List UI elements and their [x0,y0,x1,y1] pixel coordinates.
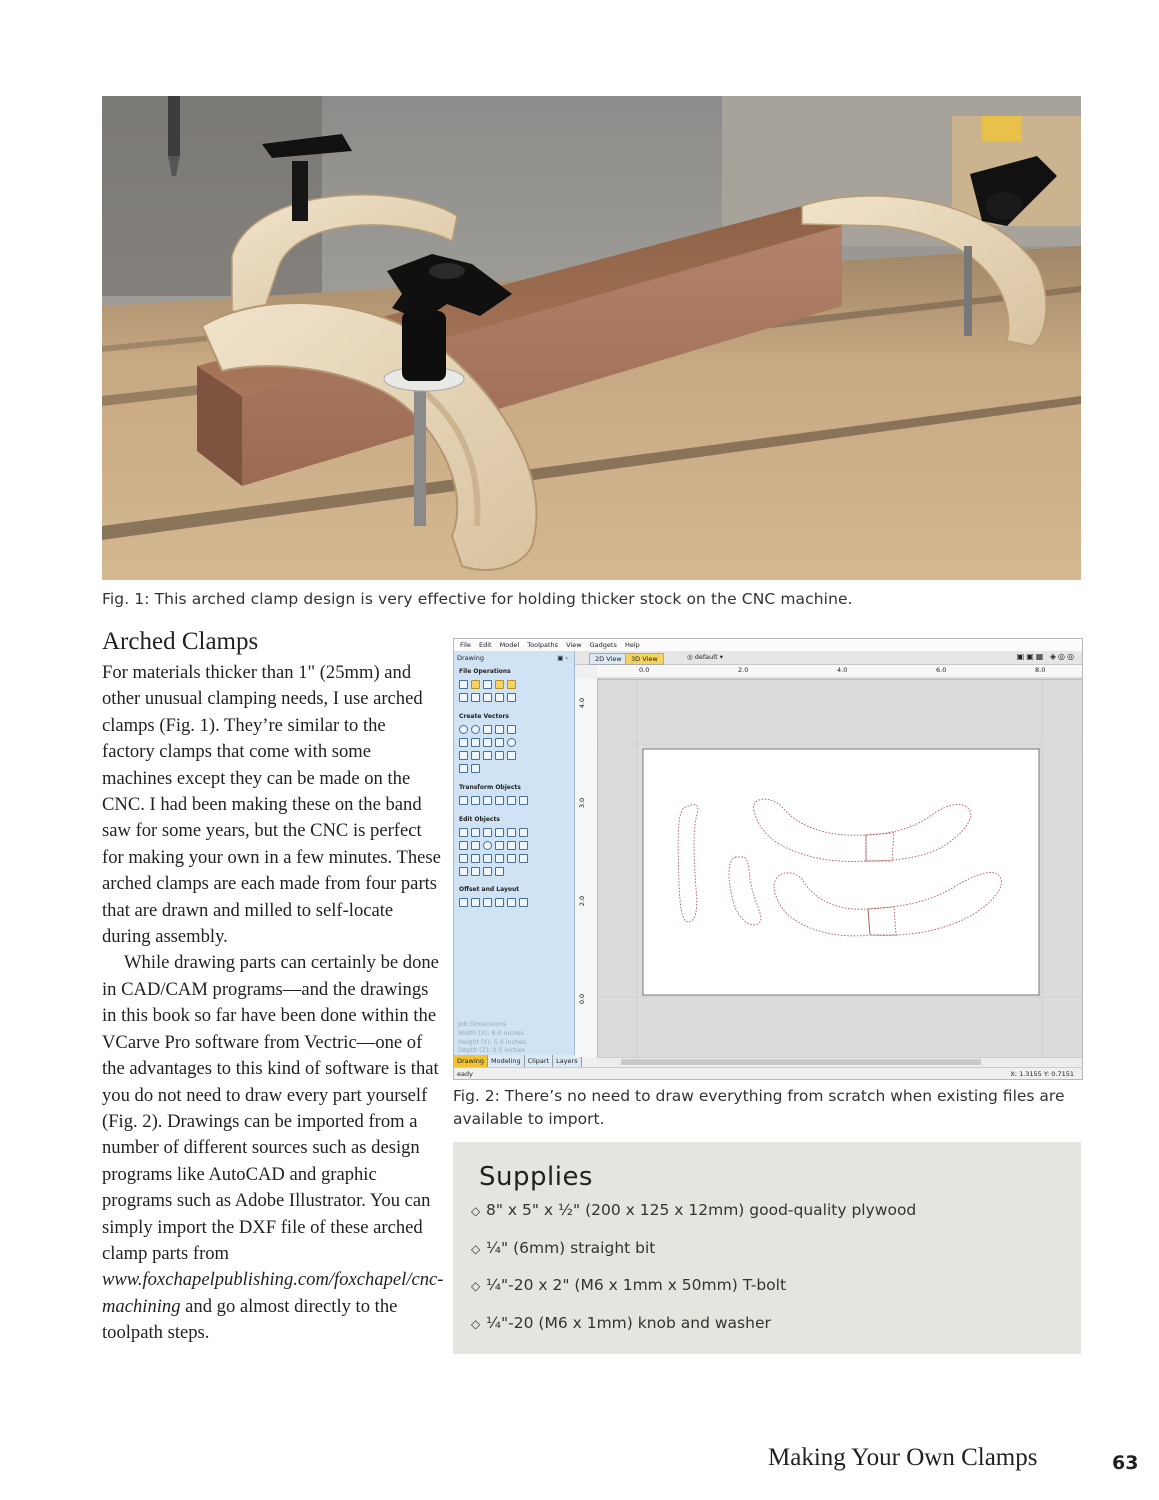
ruler-x-8: 8.0 [1035,666,1046,674]
group-transform-objects: Transform Objects [459,784,521,791]
cursor-coordinates: X: 1.3155 Y: 0.7151 [1010,1070,1074,1078]
diamond-bullet-icon: ◇ [471,1204,481,1218]
menu-gadgets[interactable]: Gadgets [589,641,617,649]
ruler-x-4: 4.0 [837,666,848,674]
body-paragraph-2-tail: and go almost directly to the toolpath steps. [102,1295,398,1344]
supply-item [471,1236,916,1274]
material-sheet [643,749,1039,995]
supply-item [471,1273,916,1311]
job-height: Height (Y): 5.0 inches [458,1038,527,1046]
layer-icon: ◎ [687,653,695,661]
supply-item [471,1198,916,1236]
group-file-operations: File Operations [459,668,511,675]
body-paragraph-2 [102,950,442,1346]
supply-item-text: 8" x 5" x ½" (200 x 125 x 12mm) good-quality plywood [486,1201,917,1219]
job-width: Width (X): 8.0 inches [458,1029,525,1037]
figure-1-photo [102,96,1081,580]
panel-pin-icon[interactable]: ▣ ‹ [557,654,568,662]
section-heading: Arched Clamps [102,628,259,655]
status-bar [454,1067,1082,1080]
diamond-bullet-icon: ◇ [471,1279,481,1293]
menu-file[interactable]: File [460,641,471,649]
menu-edit[interactable]: Edit [478,641,492,649]
menu-view[interactable]: View [566,641,582,649]
body-paragraph-2-lead: While drawing parts can certainly be done in CAD/CAM programs—and the drawings in this book so far have been done within the VCarve Pro software from Vectric—one of the advantages to this kind of software is that you do not need to draw every part yourself (Fig. 2). Drawings can be imported from a number of different sources such as design programs like AutoCAD and graphic programs such as Adobe Illustrator. You can simply import the DXF file of these arched clamp parts from [102,952,439,1264]
view-toolbar-icons[interactable]: ▣▣▦ ◈◎◎ [1016,652,1076,661]
supply-item [471,1311,916,1349]
panel-title: Drawing [457,654,485,662]
ruler-y-3: 3.0 [578,797,587,809]
menu-model[interactable]: Model [499,641,520,649]
body-paragraph-1: For materials thicker than 1" (25mm) and other unusual clamping needs, I use arched clamps (Fig. 1). They’re similar to the factory clamps that come with some machines except they can be made on the CNC. I had been making these on the band saw for some years, but the CNC is perfect for making your own in a few minutes. These arched clamps are each made from four parts that are drawn and milled to self-locate during assembly. [102,662,441,948]
job-depth: Depth (Z): 0.5 inches [458,1047,525,1055]
ruler-x-6: 6.0 [936,666,947,674]
body-text [102,660,442,1347]
diamond-bullet-icon: ◇ [471,1316,481,1331]
canvas-drawing [454,639,1082,1079]
figure-2-caption: Fig. 2: There’s no need to draw everything from scratch when existing files are available to import. [453,1087,1065,1128]
scrollbar-thumb[interactable] [621,1059,981,1065]
supplies-title: Supplies [479,1162,593,1192]
status-ready: eady [457,1070,473,1078]
supply-item-text: ¼"-20 (M6 x 1mm) knob and washer [486,1313,771,1332]
ruler-y-0: 0.0 [578,993,587,1005]
tab-clipart[interactable]: Clipart [525,1055,553,1067]
supply-item-text: ¼" (6mm) straight bit [486,1238,656,1257]
tab-modeling[interactable]: Modeling [488,1055,525,1067]
job-dimensions-heading: Job Dimensions [458,1021,507,1028]
supplies-box [453,1142,1081,1354]
group-edit-objects: Edit Objects [459,816,500,823]
supply-item-text: ¼"-20 x 2" (M6 x 1mm x 50mm) T-bolt [486,1276,787,1294]
tab-drawing[interactable]: Drawing [454,1055,488,1067]
tab-layers[interactable]: Layers [553,1055,582,1067]
page-number: 63 [1112,1452,1139,1474]
ruler-x-0: 0.0 [639,666,650,674]
group-offset-and-layout: Offset and Layout [459,886,520,893]
supplies-list [471,1198,916,1348]
layer-select-value: default [694,653,718,661]
publisher-url-link[interactable]: www.foxchapelpublishing.com/foxchapel/cnc-machining [102,1269,444,1317]
menu-toolpaths[interactable]: Toolpaths [527,641,559,649]
group-create-vectors: Create Vectors [459,713,509,720]
tab-2d-view[interactable]: 2D View [589,653,628,665]
ruler-x-2: 2.0 [738,666,749,674]
horizontal-scrollbar[interactable] [597,1057,1082,1067]
tab-3d-view[interactable]: 3D View [625,653,664,665]
diamond-bullet-icon: ◇ [471,1241,481,1256]
figure-2-software-screenshot [453,638,1083,1080]
figure-1-caption: Fig. 1: This arched clamp design is very effective for holding thicker stock on the CNC machine. [102,590,853,608]
chevron-down-icon: ▾ [717,653,723,661]
ruler-y-4: 4.0 [578,697,587,709]
running-footer-title: Making Your Own Clamps [768,1444,1038,1471]
menu-help[interactable]: Help [624,641,640,649]
clamps-photo-illustration [102,96,1081,580]
ruler-y-2: 2.0 [578,895,587,907]
